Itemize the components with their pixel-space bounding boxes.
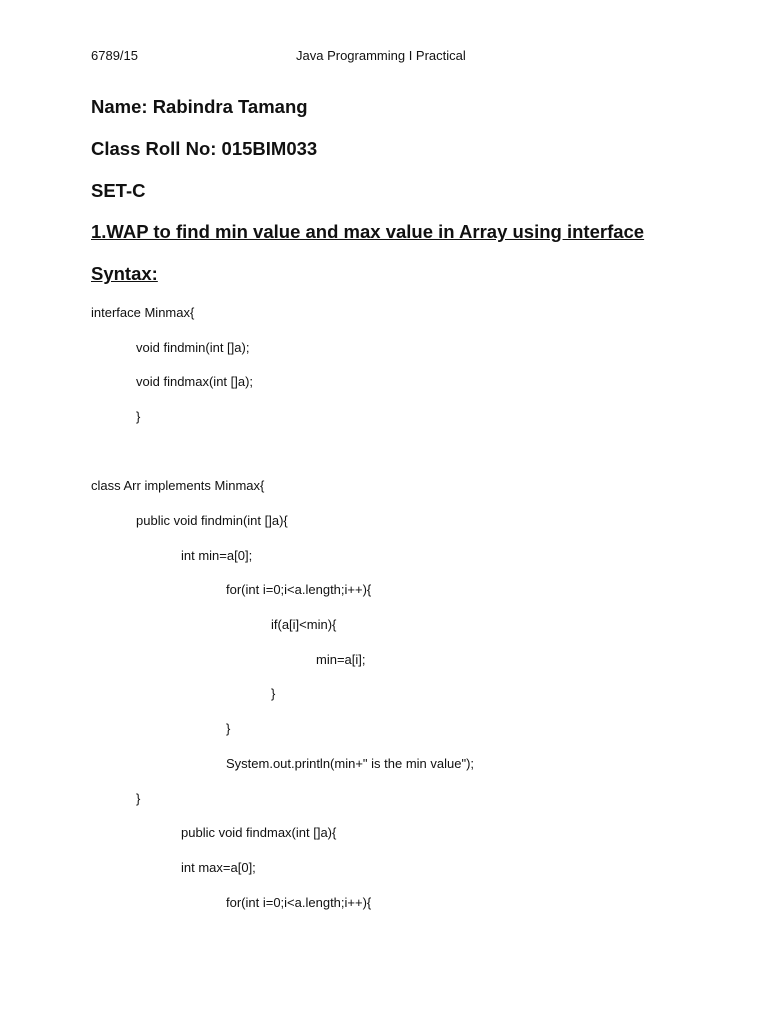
class-roll-number: Class Roll No: 015BIM033: [91, 138, 318, 159]
code-line: }: [226, 721, 231, 736]
code-line: interface Minmax{: [91, 305, 195, 320]
code-line: public void findmin(int []a){: [136, 513, 288, 528]
code-line: min=a[i];: [316, 652, 366, 667]
code-line: void findmin(int []a);: [136, 340, 250, 355]
code-line: if(a[i]<min){: [271, 617, 337, 632]
code-line: }: [136, 409, 141, 424]
question-title: 1.WAP to find min value and max value in Array using interface: [91, 221, 645, 242]
code-line: for(int i=0;i<a.length;i++){: [226, 895, 372, 910]
code-line: }: [271, 686, 276, 701]
code-line: void findmax(int []a);: [136, 374, 254, 389]
student-name: Name: Rabindra Tamang: [91, 96, 308, 117]
document-number: 6789/15: [91, 48, 138, 63]
code-line: System.out.println(min+" is the min value");: [226, 756, 475, 771]
code-line: int min=a[0];: [181, 548, 253, 563]
course-title: Java Programming I Practical: [296, 48, 466, 63]
code-line: public void findmax(int []a){: [181, 825, 337, 840]
code-line: class Arr implements Minmax{: [91, 478, 265, 493]
syntax-heading: Syntax:: [91, 263, 158, 284]
code-line: int max=a[0];: [181, 860, 256, 875]
code-line: }: [136, 791, 141, 806]
code-line: for(int i=0;i<a.length;i++){: [226, 582, 372, 597]
set-label: SET-C: [91, 180, 146, 201]
